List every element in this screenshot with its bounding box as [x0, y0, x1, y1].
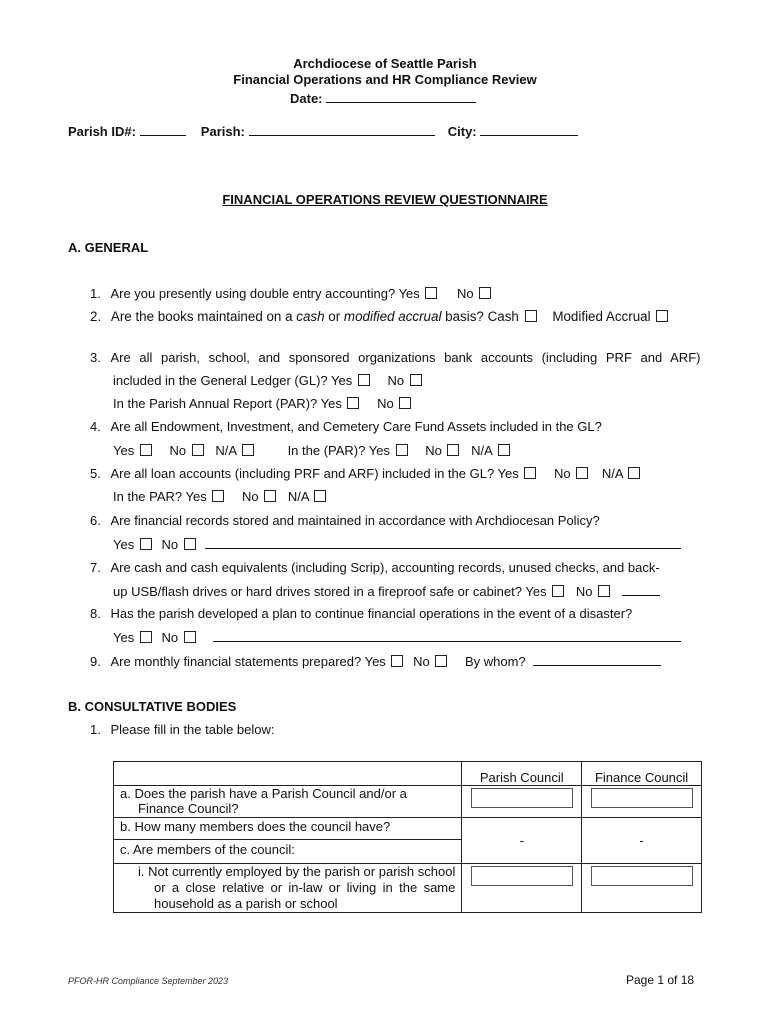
row-ci-parish-cell — [462, 864, 582, 913]
row-b-finance-cell[interactable] — [582, 818, 702, 864]
q6-no-label: No — [161, 537, 179, 552]
table-header-parish-council: Parish Council — [462, 762, 582, 786]
q4-yes-label: Yes — [113, 443, 135, 458]
row-ci-finance-input[interactable] — [591, 866, 693, 886]
q2-or: or — [324, 309, 344, 324]
q9-by-whom-label: By whom? — [464, 654, 526, 669]
q4-line1: Are all Endowment, Investment, and Cemetery Care Fund Assets included in the GL? — [110, 419, 602, 434]
q4-yes-checkbox[interactable] — [140, 444, 152, 456]
date-label: Date: — [290, 91, 323, 106]
row-b-parish-dash: - — [519, 833, 524, 848]
row-a-finance-cell — [582, 786, 702, 818]
row-a-finance-input[interactable] — [591, 788, 693, 808]
footer-page-number: Page 1 of 18 — [626, 973, 695, 987]
q7-line2: up USB/flash drives or hard drives stored in a fireproof safe or cabinet? Yes — [113, 584, 547, 599]
question-3 — [90, 350, 700, 365]
q7-number: 7. — [90, 560, 101, 575]
q7-comment-line[interactable] — [622, 583, 660, 596]
question-6-line2 — [113, 536, 681, 552]
q5-line2: In the PAR? Yes — [113, 489, 207, 504]
q5-par-yes-checkbox[interactable] — [212, 490, 224, 502]
q5-par-na-checkbox[interactable] — [314, 490, 326, 502]
parish-label: Parish: — [200, 124, 245, 139]
consultative-bodies-table — [113, 761, 702, 913]
question-8-line2 — [113, 629, 681, 645]
q8-yes-checkbox[interactable] — [140, 631, 152, 643]
q4-na-label: N/A — [215, 443, 237, 458]
q4-par-na-label: N/A — [471, 443, 493, 458]
q2-text: Are the books maintained on a — [110, 309, 297, 324]
q1-yes-checkbox[interactable] — [425, 287, 437, 299]
q8-number: 8. — [90, 606, 101, 621]
row-ci-parish-input[interactable] — [471, 866, 573, 886]
q9-by-whom-line[interactable] — [533, 653, 661, 666]
row-a-parish-cell — [462, 786, 582, 818]
row-ci-question: i. Not currently employed by the parish or parish school or a close relative or in-law or living in the same household as a parish or school — [114, 864, 462, 913]
q7-no-label: No — [575, 584, 593, 599]
q7-yes-checkbox[interactable] — [552, 585, 564, 597]
question-9 — [90, 653, 661, 669]
q4-par-no-label: No — [425, 443, 442, 458]
parish-id-field[interactable] — [140, 123, 186, 136]
question-4 — [90, 419, 602, 434]
q1-no-checkbox[interactable] — [479, 287, 491, 299]
section-b-question-1 — [90, 722, 275, 737]
q5-na-checkbox[interactable] — [628, 467, 640, 479]
question-3-line2 — [113, 373, 422, 388]
question-6 — [90, 513, 600, 528]
q9-no-checkbox[interactable] — [435, 655, 447, 667]
parish-field[interactable] — [249, 123, 435, 136]
question-8 — [90, 606, 632, 621]
q6-yes-label: Yes — [113, 537, 135, 552]
q5-na-label: N/A — [601, 466, 623, 481]
review-subtitle: Financial Operations and HR Compliance Review — [233, 72, 537, 87]
q6-comment-line[interactable] — [205, 536, 681, 549]
q4-par-na-checkbox[interactable] — [498, 444, 510, 456]
q9-yes-checkbox[interactable] — [391, 655, 403, 667]
q8-comment-line[interactable] — [213, 629, 681, 642]
q7-no-checkbox[interactable] — [598, 585, 610, 597]
q3-line2: included in the General Ledger (GL)? Yes — [113, 373, 353, 388]
date-field[interactable] — [326, 90, 476, 103]
parish-id-label: Parish ID#: — [68, 124, 136, 139]
q9-text: Are monthly financial statements prepared? Yes — [110, 654, 386, 669]
q2-basis-cash: basis? Cash — [441, 309, 519, 324]
q2-cash-italic: cash — [296, 309, 325, 324]
q4-number: 4. — [90, 419, 101, 434]
q5-line1: Are all loan accounts (including PRF and ARF) included in the GL? Yes — [110, 466, 519, 481]
row-ci-finance-cell — [582, 864, 702, 913]
city-field[interactable] — [480, 123, 578, 136]
row-a-parish-input[interactable] — [471, 788, 573, 808]
table-header-row — [114, 762, 702, 786]
city-label: City: — [447, 124, 477, 139]
row-b-question: b. How many members does the council have? — [114, 818, 462, 840]
question-1 — [90, 286, 491, 301]
q3-gl-no-label: No — [387, 373, 405, 388]
q4-no-checkbox[interactable] — [192, 444, 204, 456]
q8-no-checkbox[interactable] — [184, 631, 196, 643]
question-4-line2 — [113, 443, 510, 458]
q2-accrual-checkbox[interactable] — [656, 310, 668, 322]
q6-number: 6. — [90, 513, 101, 528]
q8-no-label: No — [161, 630, 179, 645]
q2-modified-italic: modified accrual — [343, 309, 442, 324]
table-row — [114, 786, 702, 818]
row-a-question: a. Does the parish have a Parish Council and/or a Finance Council? — [114, 786, 462, 818]
q5-yes-checkbox[interactable] — [524, 467, 536, 479]
q8-line1: Has the parish developed a plan to continue financial operations in the event of a disaster? — [110, 606, 633, 621]
parish-info-row — [68, 123, 578, 139]
q6-yes-checkbox[interactable] — [140, 538, 152, 550]
q4-par-yes-checkbox[interactable] — [396, 444, 408, 456]
table-header-finance-council: Finance Council — [582, 762, 702, 786]
question-7 — [90, 560, 660, 575]
q3-par-no-checkbox[interactable] — [399, 397, 411, 409]
question-7-line2 — [113, 583, 660, 599]
q4-par-no-checkbox[interactable] — [447, 444, 459, 456]
q9-number: 9. — [90, 654, 101, 669]
question-5-line2 — [113, 489, 326, 504]
q3-number: 3. — [90, 350, 101, 365]
q4-no-label: No — [169, 443, 187, 458]
section-a-heading: A. GENERAL — [68, 240, 149, 255]
q3-par-yes-checkbox[interactable] — [347, 397, 359, 409]
b-q1-number: 1. — [90, 722, 101, 737]
q3-line1: Are all parish, school, and sponsored organizations bank accounts (including PRF and ARF) — [110, 350, 701, 365]
q5-par-na-label: N/A — [287, 489, 309, 504]
q1-no-label: No — [457, 286, 474, 301]
section-b-heading: B. CONSULTATIVE BODIES — [68, 699, 237, 714]
q8-yes-label: Yes — [113, 630, 135, 645]
footer-document-id: PFOR-HR Compliance September 2023 — [68, 976, 229, 986]
q4-par-label: In the (PAR)? Yes — [287, 443, 390, 458]
question-2 — [90, 309, 668, 324]
table-row — [114, 818, 702, 840]
q3-line3: In the Parish Annual Report (PAR)? Yes — [113, 396, 342, 411]
row-b-finance-dash: - — [639, 833, 644, 848]
question-3-line3 — [113, 396, 411, 411]
q2-number: 2. — [90, 309, 102, 324]
q5-par-no-label: No — [241, 489, 259, 504]
org-title: Archdiocese of Seattle Parish — [293, 56, 477, 71]
date-row — [290, 90, 476, 106]
table-row — [114, 864, 702, 913]
q5-no-checkbox[interactable] — [576, 467, 588, 479]
q3-par-no-label: No — [377, 396, 394, 411]
q3-gl-yes-checkbox[interactable] — [358, 374, 370, 386]
row-c-question: c. Are members of the council: — [114, 840, 462, 864]
q5-no-label: No — [554, 466, 571, 481]
q7-line1: Are cash and cash equivalents (including Scrip), accounting records, unused checks, and back- — [110, 560, 660, 575]
q2-cash-checkbox[interactable] — [525, 310, 537, 322]
q3-gl-no-checkbox[interactable] — [410, 374, 422, 386]
q6-line1: Are financial records stored and maintained in accordance with Archdiocesan Policy? — [110, 513, 600, 528]
question-5 — [90, 466, 640, 481]
q1-text: Are you presently using double entry accounting? Yes — [110, 286, 420, 301]
q6-no-checkbox[interactable] — [184, 538, 196, 550]
b-q1-text: Please fill in the table below: — [110, 722, 275, 737]
q1-number: 1. — [90, 286, 101, 301]
q4-na-checkbox[interactable] — [242, 444, 254, 456]
table-header-blank — [114, 762, 462, 786]
q9-no-label: No — [413, 654, 430, 669]
q5-par-no-checkbox[interactable] — [264, 490, 276, 502]
q2-accrual-label: Modified Accrual — [552, 309, 651, 324]
questionnaire-title: FINANCIAL OPERATIONS REVIEW QUESTIONNAIRE — [222, 192, 548, 207]
row-b-parish-cell[interactable] — [462, 818, 582, 864]
q5-number: 5. — [90, 466, 101, 481]
